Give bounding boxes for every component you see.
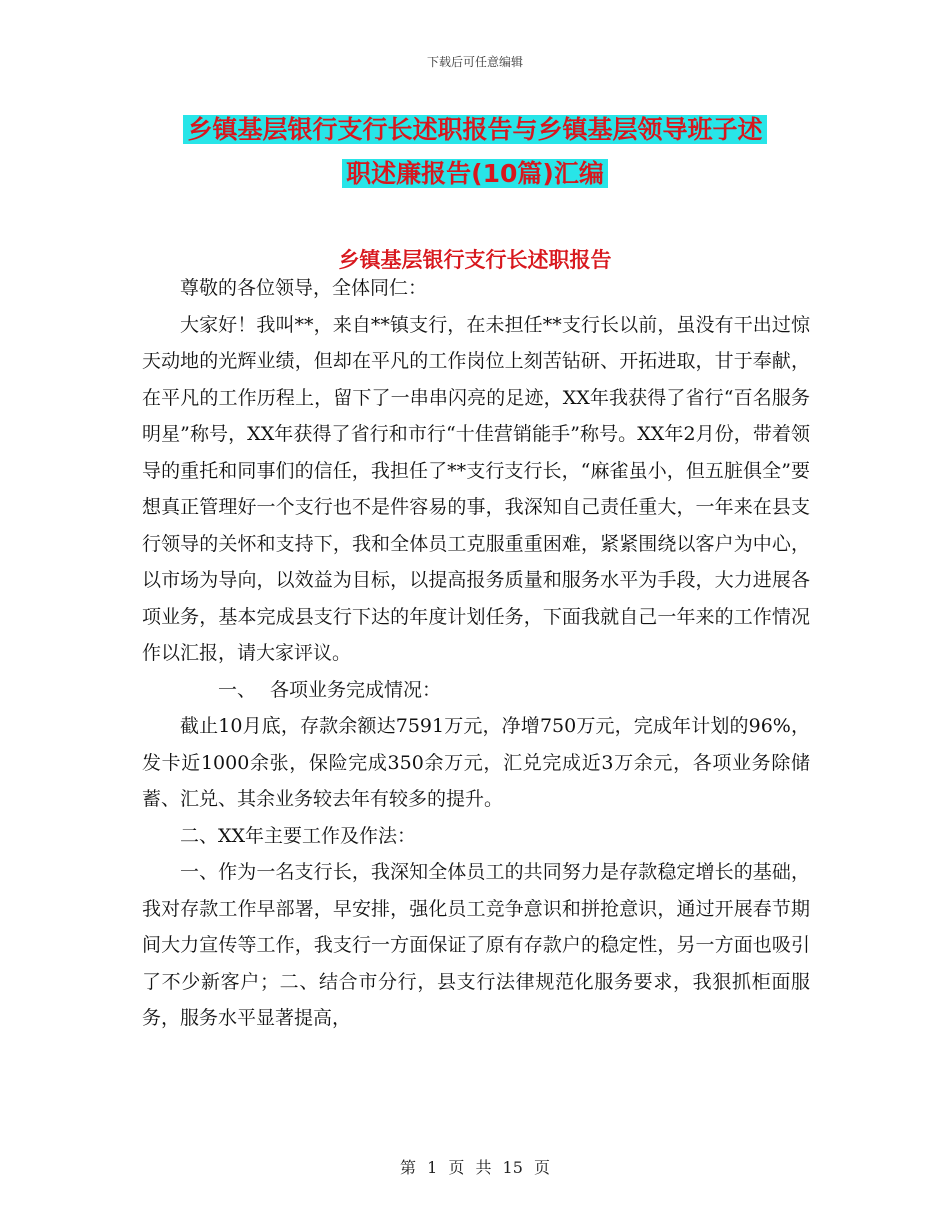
document-title bbox=[140, 108, 810, 196]
page-footer: 第 1 页 共 15 页 bbox=[400, 1158, 550, 1177]
paragraph-figures: 截止10月底，存款余额达7591万元，净增750万元，完成年计划的96%，发卡近1000余张，保险完成350余万元，汇兑完成近3万余元，各项业务除储蓄、汇兑、其余业务较去年有较多的提升。 bbox=[142, 715, 810, 810]
document-body bbox=[142, 270, 810, 1037]
heading-text: 各项业务完成情况： bbox=[270, 678, 442, 701]
document-title-line1: 乡镇基层银行支行长述职报告与乡镇基层领导班子述 bbox=[183, 115, 766, 144]
header-note: 下载后可任意编辑 bbox=[426, 55, 523, 69]
paragraph-work-details: 一、作为一名支行长，我深知全体员工的共同努力是存款稳定增长的基础，我对存款工作早部署，早安排，强化员工竞争意识和拼抢意识，通过开展春节期间大力宣传等工作，我支行一方面保证了原有存款户的稳定性，另一方面也吸引了不少新客户；二、结合市分行，县支行法律规范化服务要求，我狠抓柜面服务，服务水平显著提高， bbox=[142, 861, 810, 1029]
heading-main-work: 二、XX年主要工作及作法： bbox=[180, 824, 417, 847]
section-title: 乡镇基层银行支行长述职报告 bbox=[338, 248, 612, 272]
heading-number: 一、 bbox=[218, 678, 257, 701]
heading-business-completion bbox=[142, 672, 810, 709]
paragraph-intro: 大家好！我叫**，来自**镇支行，在未担任**支行长以前，虽没有干出过惊天动地的光辉业绩，但却在平凡的工作岗位上刻苦钻研、开拓进取，甘于奉献，在平凡的工作历程上，留下了一串串闪亮的足迹，XX年我获得了省行“百名服务明星”称号，XX年获得了省行和市行“十佳营销能手”称号。XX年2月份，带着领导的重托和同事们的信任，我担任了**支行支行长，“麻雀虽小，但五脏俱全”要想真正管理好一个支行也不是件容易的事，我深知自己责任重大，一年来在县支行领导的关怀和支持下，我和全体员工克服重重困难，紧紧围绕以客户为中心，以市场为导向，以效益为目标，以提高报务质量和服务水平为手段，大力进展各项业务，基本完成县支行下达的年度计划任务，下面我就自己一年来的工作情况作以汇报，请大家评议。 bbox=[142, 313, 810, 664]
salutation: 尊敬的各位领导，全体同仁： bbox=[180, 277, 428, 299]
document-title-line2: 职述廉报告(10篇)汇编 bbox=[342, 159, 608, 188]
